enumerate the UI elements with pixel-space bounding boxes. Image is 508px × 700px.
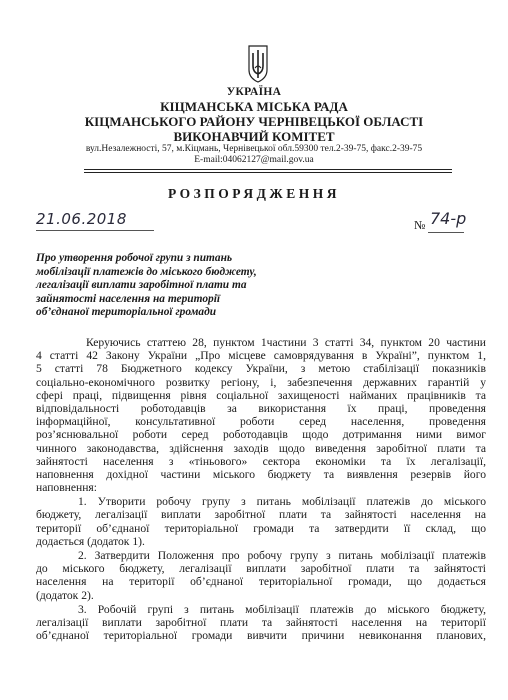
- subject-line: зайнятості населення на території: [36, 292, 221, 305]
- text-line: соціально-економічного розвитку регіону, і, забезпечення державних гарантій у: [36, 375, 486, 389]
- handwritten-number: 74-р: [430, 209, 467, 228]
- subject-block: [36, 252, 326, 320]
- text-line: 4 статті 42 Закону України „Про місцеве самоврядування в Україні”, пунктом 1,: [36, 349, 486, 363]
- council-title: КІЦМАНСЬКА МІСЬКА РАДА: [160, 99, 348, 114]
- text-line: наповнення дохідної частини міського бюджету та виявлення резервів його: [36, 467, 486, 481]
- subject-line: мобілізації платежів до міського бюджету,: [36, 265, 257, 278]
- date-underline: [36, 230, 154, 231]
- text-line: бюджету, легалізації виплати заробітної плати та зайнятості населення на: [36, 508, 486, 522]
- text-line: інформаційної, консультативної роботи серед населення, проведення: [36, 415, 486, 429]
- committee-title: ВИКОНАВЧИЙ КОМІТЕТ: [173, 129, 335, 144]
- district-title: КІЦМАНСЬКОГО РАЙОНУ ЧЕРНІВЕЦЬКОЇ ОБЛАСТІ: [84, 114, 424, 129]
- text-line: 5 статті 78 Бюджетного кодексу України, з метою стабілізації показників: [36, 362, 486, 376]
- subject-line: об’єднаної територіальної громади: [36, 306, 217, 318]
- text-line: роз’яснювальної роботи серед роботодавців щодо дотримання ними вимог: [36, 428, 486, 442]
- email-line: E-mail:04062127@mail.gov.ua: [194, 155, 314, 165]
- text-line: сфері праці, підвищення рівня соціальної захищеності найманих працівників та: [36, 388, 486, 402]
- text-line: Керуючись статтею 28, пунктом 1частини 3 статті 34, пунктом 20 частини: [86, 336, 486, 349]
- document-type-title: РОЗПОРЯДЖЕННЯ: [167, 186, 340, 201]
- number-label: №: [414, 218, 426, 232]
- text-line: легалізації виплати заробітної плати та зайнятості населення на території: [36, 615, 486, 629]
- text-line: відповідальності роботодавців за використання їх праці, проведення: [36, 401, 486, 415]
- subject-line: легалізації виплати заробітної плати та: [36, 279, 247, 291]
- text-line: чинного законодавства, здійснення заходів щодо виведення заробітної плати та: [36, 441, 486, 455]
- text-line: 3. Робочій групі з питань мобілізації платежів до міського бюджету,: [78, 602, 486, 616]
- document-body: [36, 336, 486, 643]
- handwritten-date: 21.06.2018: [36, 210, 127, 228]
- subject-line: Про утворення робочої групи з питань: [36, 252, 233, 264]
- header-divider-top: [84, 169, 452, 170]
- clause-1: [36, 495, 486, 548]
- text-line: наповнення:: [36, 481, 97, 495]
- address-line: вул.Незалежності, 57, м.Кіцмань, Чернівецької обл.59300 тел.2-39-75, факс.2-39-75: [85, 144, 423, 154]
- text-line: додається (додаток 1).: [36, 534, 145, 548]
- country-title: УКРАЇНА: [226, 86, 282, 98]
- text-line: зайнятості населення з «тіньового» сектора економіки та їх легалізації,: [36, 454, 486, 468]
- text-line: об’єднаної територіальної громади вивчити причини невиконання планових,: [36, 629, 486, 643]
- text-line: (додаток 2).: [36, 588, 94, 602]
- clause-3: [36, 603, 486, 643]
- preamble-paragraph: [36, 336, 486, 494]
- clause-2: [36, 549, 486, 602]
- trident-coat-of-arms-icon: [247, 44, 269, 84]
- text-line: території об’єднаної територіальної громади та затвердити її склад, що: [36, 521, 486, 535]
- text-line: 1. Утворити робочу групу з питань мобілізації платежів до міського: [78, 495, 486, 509]
- text-line: до міського бюджету, легалізації виплати заробітної плати та зайнятості: [36, 562, 486, 576]
- text-line: 2. Затвердити Положення про робочу групу з питань мобілізації платежів: [78, 549, 486, 562]
- text-line: населення на території об’єднаної територіальної громади, що додається: [36, 575, 486, 589]
- header-divider-bottom: [84, 172, 452, 173]
- number-underline: [428, 232, 464, 233]
